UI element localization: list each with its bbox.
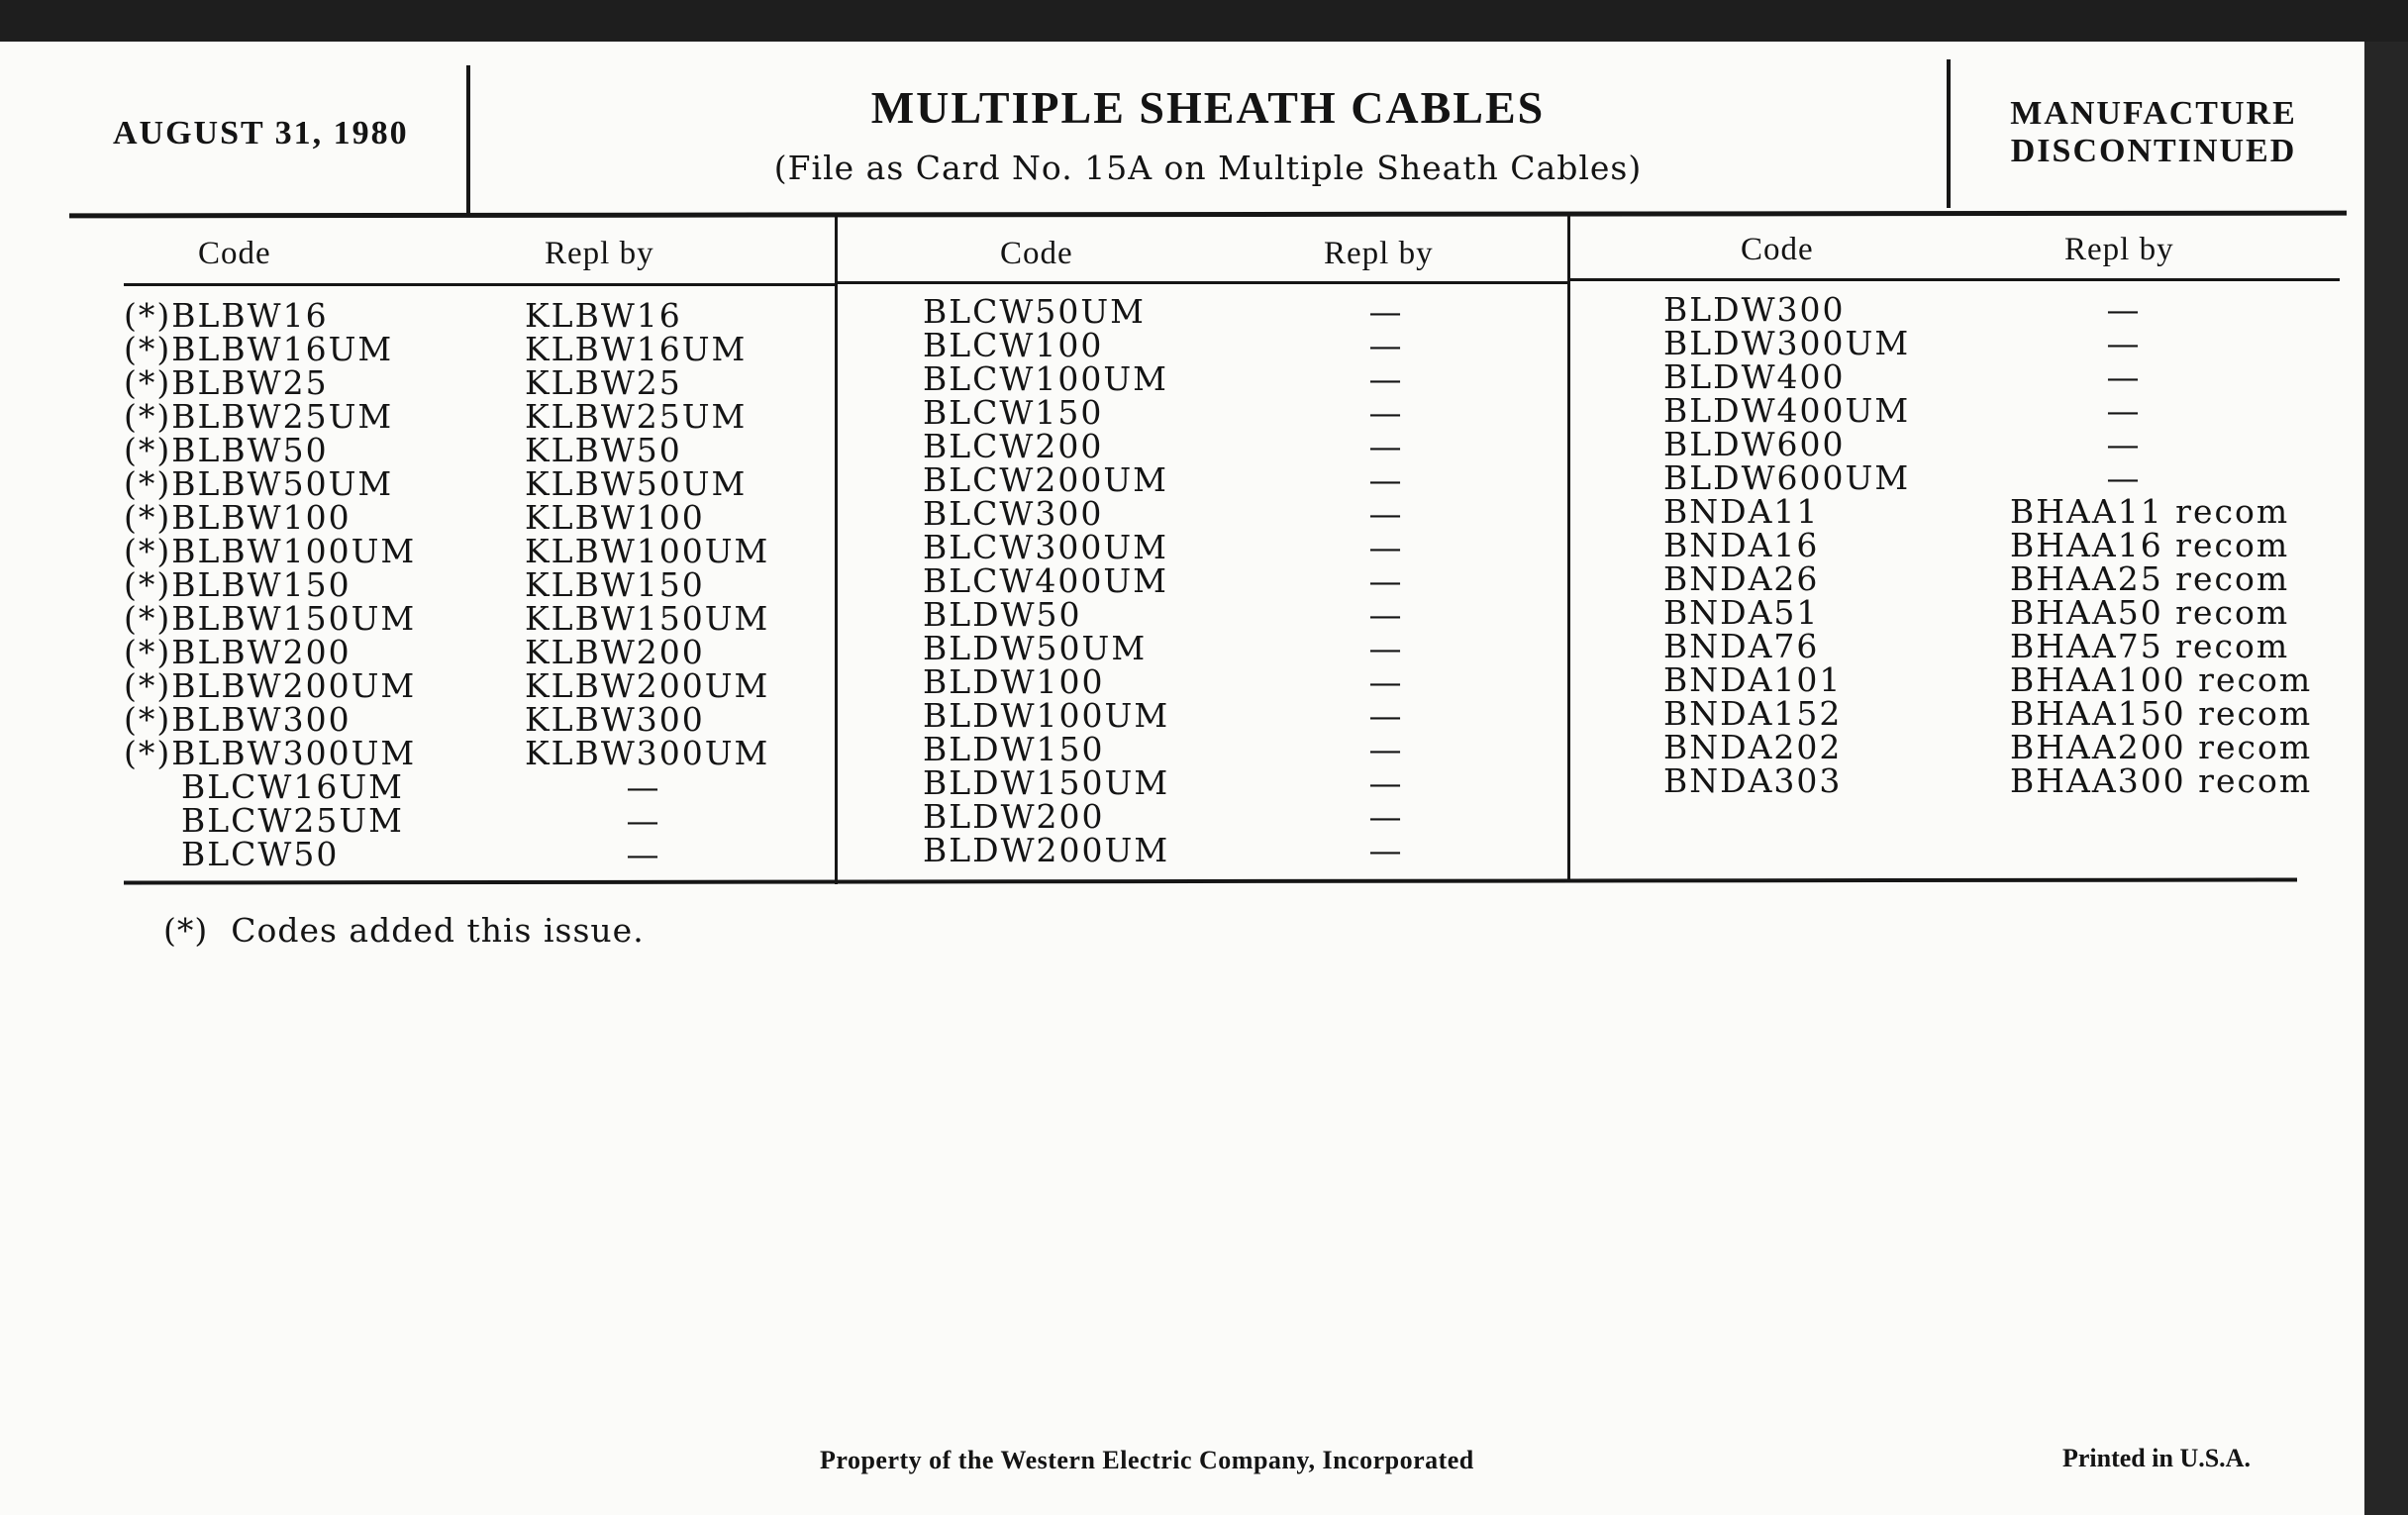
- table-cell-code: (*)BLBW16UM: [124, 330, 394, 368]
- document-subtitle: (File as Card No. 15A on Multiple Sheath Cables): [773, 149, 1643, 187]
- table-cell-code: BLDW100UM: [923, 696, 1170, 735]
- table-cell-code: BLCW200: [923, 427, 1104, 465]
- table-cell-code: (*)BLBW200UM: [124, 666, 417, 705]
- table-cell-code: BLDW300: [1663, 290, 1846, 329]
- col1-code-header: Code: [198, 236, 271, 271]
- table-cell-replacement: KLBW25: [525, 363, 682, 402]
- table-cell-code: BNDA202: [1663, 728, 1843, 766]
- table-cell-replacement: BHAA50 recom: [2010, 593, 2290, 632]
- table-cell-replacement: KLBW50UM: [525, 464, 748, 503]
- table-cell-code: (*)BLBW100UM: [124, 532, 417, 570]
- table-cell-replacement: BHAA75 recom: [2010, 627, 2290, 665]
- table-cell-code: (*)BLBW100: [124, 498, 351, 537]
- scan-edge: [2364, 42, 2408, 1515]
- table-cell-replacement: —: [2106, 357, 2142, 396]
- col2-repl-header: Repl by: [1324, 236, 1434, 271]
- table-cell-replacement: KLBW150UM: [525, 599, 770, 638]
- table-cell-replacement: —: [1368, 561, 1404, 600]
- table-cell-replacement: —: [1368, 460, 1404, 499]
- table-cell-replacement: KLBW200UM: [525, 666, 770, 705]
- table-cell-code: BLCW100: [923, 326, 1104, 364]
- table-cell-code: BNDA26: [1663, 559, 1820, 598]
- table-cell-code: BLDW200: [923, 797, 1105, 836]
- table-cell-replacement: —: [626, 835, 661, 873]
- table-cell-code: BLCW300UM: [923, 528, 1168, 566]
- table-cell-code: BLCW200UM: [923, 460, 1168, 499]
- issue-date: AUGUST 31, 1980: [113, 115, 409, 152]
- col3-code-header: Code: [1741, 232, 1814, 267]
- table-cell-replacement: —: [1368, 427, 1404, 465]
- table-cell-code: (*)BLBW300: [124, 700, 351, 739]
- table-cell-code: (*)BLBW16: [124, 296, 329, 335]
- table-cell-code: BLCW50: [181, 835, 340, 873]
- table-cell-replacement: KLBW150: [525, 565, 705, 604]
- table-cell-replacement: —: [2106, 425, 2142, 463]
- table-cell-replacement: KLBW100UM: [525, 532, 770, 570]
- table-cell-code: BLDW400: [1663, 357, 1846, 396]
- table-cell-replacement: —: [2106, 391, 2142, 430]
- col2-header-rule: [837, 281, 1569, 284]
- table-cell-code: BLDW300UM: [1663, 324, 1911, 362]
- column-divider-2: [1567, 216, 1570, 879]
- table-cell-replacement: KLBW300UM: [525, 734, 770, 772]
- table-cell-code: BNDA101: [1663, 660, 1843, 699]
- table-cell-code: BLCW300: [923, 494, 1104, 533]
- table-cell-replacement: —: [1368, 629, 1404, 667]
- table-cell-replacement: —: [2106, 290, 2142, 329]
- table-cell-code: BLDW600UM: [1663, 458, 1911, 497]
- printed-notice: Printed in U.S.A.: [2062, 1444, 2251, 1472]
- table-cell-code: BLCW50UM: [923, 292, 1146, 331]
- table-cell-replacement: —: [1368, 831, 1404, 869]
- table-cell-code: BLDW150UM: [923, 763, 1170, 802]
- table-cell-replacement: KLBW25UM: [525, 397, 748, 436]
- table-cell-replacement: —: [1368, 730, 1404, 768]
- table-cell-code: BNDA152: [1663, 694, 1843, 733]
- status-line-2: DISCONTINUED: [2010, 133, 2297, 169]
- table-cell-replacement: —: [1368, 292, 1404, 331]
- table-cell-replacement: —: [1368, 662, 1404, 701]
- table-cell-code: BLDW100: [923, 662, 1105, 701]
- table-cell-code: BLDW50: [923, 595, 1082, 634]
- table-cell-code: (*)BLBW50: [124, 431, 329, 469]
- table-cell-code: (*)BLBW50UM: [124, 464, 394, 503]
- table-cell-replacement: —: [1368, 595, 1404, 634]
- table-cell-replacement: KLBW200: [525, 633, 705, 671]
- table-cell-replacement: —: [1368, 696, 1404, 735]
- table-cell-replacement: —: [1368, 326, 1404, 364]
- table-cell-replacement: —: [1368, 763, 1404, 802]
- table-cell-code: BLDW600: [1663, 425, 1846, 463]
- table-cell-replacement: —: [1368, 528, 1404, 566]
- table-cell-code: BLCW100UM: [923, 359, 1168, 398]
- table-cell-replacement: KLBW50: [525, 431, 682, 469]
- table-cell-code: (*)BLBW200: [124, 633, 351, 671]
- table-cell-code: BNDA16: [1663, 526, 1820, 564]
- col1-header-rule: [124, 283, 837, 286]
- table-cell-replacement: —: [626, 801, 661, 840]
- table-cell-replacement: BHAA200 recom: [2010, 728, 2313, 766]
- table-cell-replacement: KLBW16: [525, 296, 682, 335]
- status-label: [1970, 95, 2337, 170]
- status-line-1: MANUFACTURE: [2010, 95, 2297, 132]
- table-cell-replacement: —: [2106, 324, 2142, 362]
- table-cell-code: BLCW400UM: [923, 561, 1168, 600]
- table-cell-replacement: —: [1368, 359, 1404, 398]
- table-cell-replacement: —: [1368, 494, 1404, 533]
- table-cell-replacement: BHAA300 recom: [2010, 761, 2313, 800]
- table-cell-replacement: BHAA150 recom: [2010, 694, 2313, 733]
- table-cell-replacement: —: [2106, 458, 2142, 497]
- header-divider-right: [1947, 59, 1951, 208]
- table-cell-code: BNDA51: [1663, 593, 1820, 632]
- table-cell-replacement: KLBW16UM: [525, 330, 748, 368]
- table-cell-code: BLDW150: [923, 730, 1105, 768]
- table-cell-code: (*)BLBW25UM: [124, 397, 394, 436]
- col2-code-header: Code: [1000, 236, 1073, 271]
- table-cell-replacement: —: [626, 767, 661, 806]
- table-cell-replacement: KLBW100: [525, 498, 705, 537]
- table-cell-code: (*)BLBW150: [124, 565, 351, 604]
- table-cell-replacement: —: [1368, 797, 1404, 836]
- col3-header-rule: [1569, 278, 2340, 281]
- table-cell-code: BLDW50UM: [923, 629, 1148, 667]
- table-cell-replacement: BHAA100 recom: [2010, 660, 2313, 699]
- document-title: MULTIPLE SHEATH CABLES: [870, 82, 1546, 133]
- table-cell-code: BLCW150: [923, 393, 1104, 432]
- table-cell-replacement: BHAA25 recom: [2010, 559, 2290, 598]
- footnote: (*) Codes added this issue.: [163, 911, 645, 950]
- table-cell-replacement: —: [1368, 393, 1404, 432]
- property-notice: Property of the Western Electric Company, Incorporated: [820, 1446, 1474, 1474]
- table-cell-code: (*)BLBW25: [124, 363, 329, 402]
- table-cell-replacement: KLBW300: [525, 700, 705, 739]
- table-cell-code: BNDA303: [1663, 761, 1843, 800]
- table-cell-replacement: BHAA16 recom: [2010, 526, 2290, 564]
- col1-repl-header: Repl by: [545, 236, 654, 271]
- table-cell-code: (*)BLBW150UM: [124, 599, 417, 638]
- table-cell-code: BLDW200UM: [923, 831, 1170, 869]
- table-cell-replacement: BHAA11 recom: [2010, 492, 2290, 531]
- table-cell-code: BLCW16UM: [181, 767, 404, 806]
- table-cell-code: (*)BLBW300UM: [124, 734, 417, 772]
- col3-repl-header: Repl by: [2064, 232, 2174, 267]
- table-cell-code: BLDW400UM: [1663, 391, 1911, 430]
- table-cell-code: BNDA11: [1663, 492, 1820, 531]
- column-divider-1: [835, 216, 838, 884]
- table-cell-code: BLCW25UM: [181, 801, 404, 840]
- table-cell-code: BNDA76: [1663, 627, 1820, 665]
